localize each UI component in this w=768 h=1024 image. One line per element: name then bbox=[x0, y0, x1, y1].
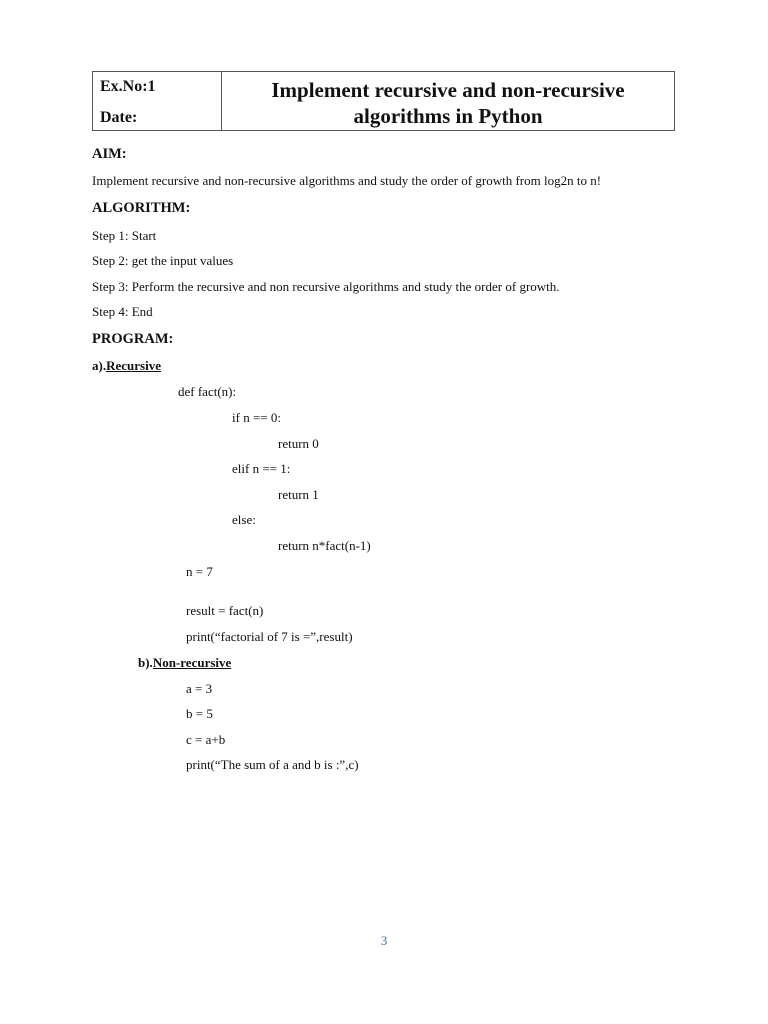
code-line: def fact(n): bbox=[178, 384, 237, 399]
algorithm-heading: ALGORITHM: bbox=[92, 200, 191, 216]
non-recursive-prefix: b). bbox=[138, 655, 153, 670]
algorithm-step: Step 3: Perform the recursive and non recursive algorithms and study the order of growth. bbox=[92, 279, 560, 294]
document-title bbox=[222, 72, 674, 130]
recursive-prefix: a). bbox=[92, 358, 107, 373]
code-line: print(“The sum of a and b is :”,c) bbox=[186, 757, 359, 772]
code-line: print(“factorial of 7 is =”,result) bbox=[186, 629, 353, 644]
code-line: else: bbox=[232, 512, 256, 527]
code-line: return 0 bbox=[278, 436, 319, 451]
page-number: 3 bbox=[380, 933, 388, 948]
aim-heading: AIM: bbox=[92, 146, 127, 162]
code-line: a = 3 bbox=[186, 681, 213, 696]
code-line: return 1 bbox=[278, 487, 319, 502]
code-line: if n == 0: bbox=[232, 410, 281, 425]
recursive-title: Recursive bbox=[106, 358, 161, 373]
date-label: Date: bbox=[100, 109, 138, 126]
code-line: b = 5 bbox=[186, 706, 213, 721]
code-line: return n*fact(n-1) bbox=[278, 538, 371, 553]
title-line-1: Implement recursive and non-recursive bbox=[271, 78, 625, 102]
algorithm-step: Step 4: End bbox=[92, 304, 153, 319]
algorithm-step: Step 1: Start bbox=[92, 228, 157, 243]
code-line: elif n == 1: bbox=[232, 461, 291, 476]
program-heading: PROGRAM: bbox=[92, 331, 174, 347]
exercise-number: Ex.No:1 bbox=[100, 78, 156, 95]
algorithm-step: Step 2: get the input values bbox=[92, 253, 234, 268]
non-recursive-label bbox=[138, 655, 231, 671]
non-recursive-title: Non-recursive bbox=[152, 655, 232, 670]
header-meta-cell bbox=[93, 72, 222, 130]
recursive-label bbox=[92, 358, 161, 374]
code-line: n = 7 bbox=[186, 564, 213, 579]
header-table bbox=[92, 71, 675, 131]
code-line: c = a+b bbox=[186, 732, 226, 747]
code-line: result = fact(n) bbox=[186, 603, 264, 618]
title-line-2: algorithms in Python bbox=[353, 104, 543, 128]
aim-text: Implement recursive and non-recursive algorithms and study the order of growth from log2n to n! bbox=[92, 173, 602, 188]
